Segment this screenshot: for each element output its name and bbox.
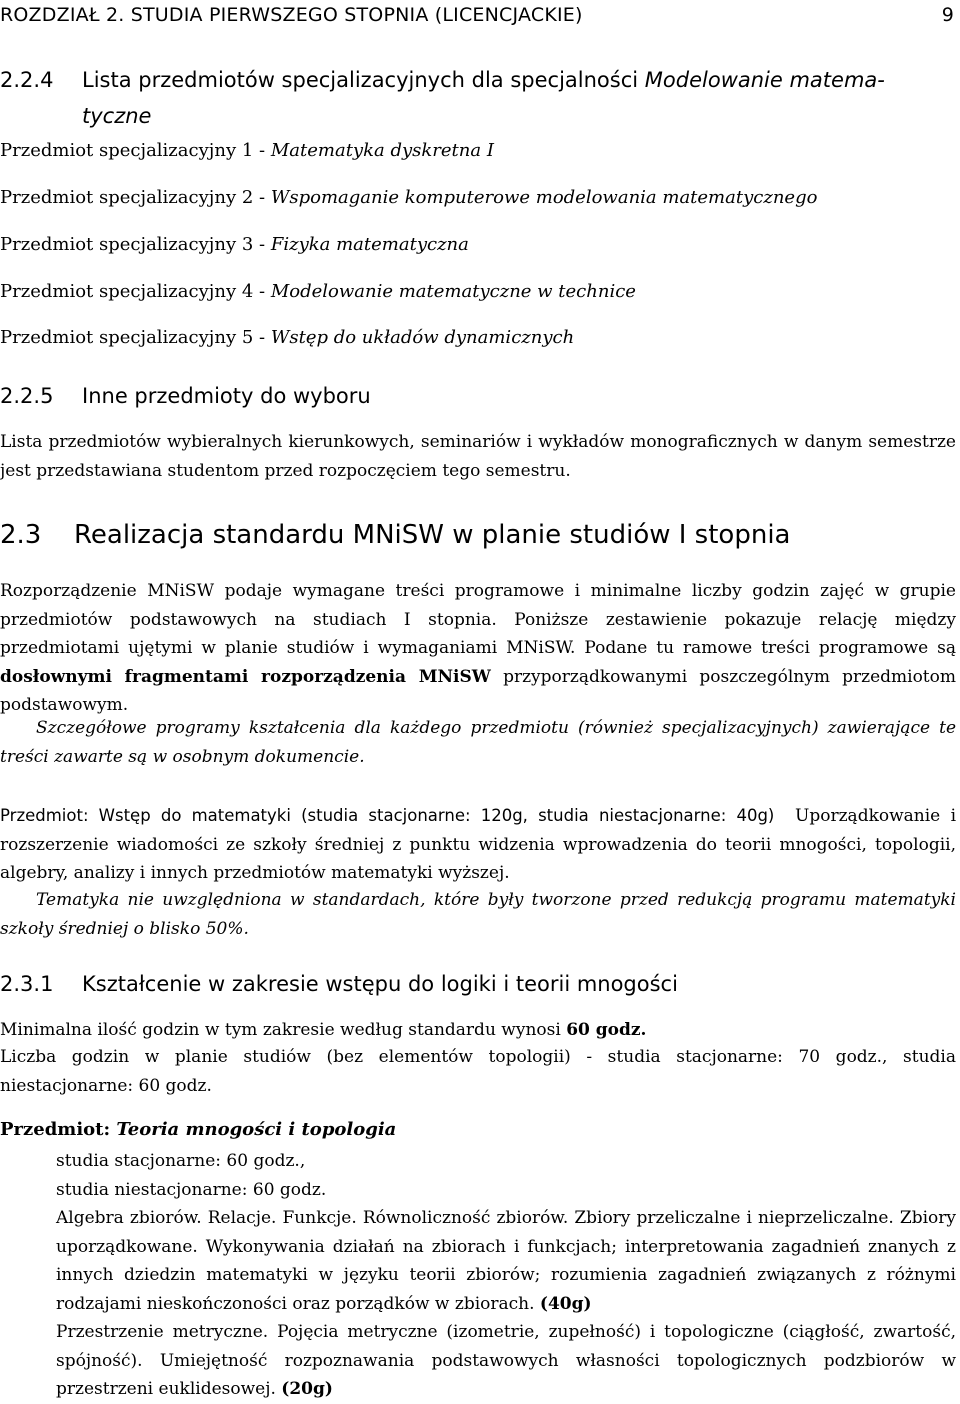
section-number: 2.3 <box>0 520 42 550</box>
spec-item-label: Przedmiot specjalizacyjny 4 - <box>0 281 266 302</box>
section-number: 2.2.5 <box>0 384 54 408</box>
section-title-italic-cont: tyczne <box>82 104 152 128</box>
section-title: Inne przedmioty do wyboru <box>82 384 371 408</box>
spec-item-name: Fizyka matematyczna <box>270 234 469 255</box>
section-title: Realizacja standardu MNiSW w planie studiów I stopnia <box>74 520 791 550</box>
spec-item-label: Przedmiot specjalizacyjny 1 - <box>0 140 266 161</box>
section-title: Lista przedmiotów specjalizacyjnych dla specjalności <box>82 68 639 92</box>
running-header <box>0 4 960 34</box>
subject-heading: Przedmiot: Teoria mnogości i topologia <box>0 1119 397 1140</box>
section-2-2-5-heading <box>0 384 371 408</box>
section-number: 2.2.4 <box>0 68 54 92</box>
content-topology: Przestrzenie metryczne. Pojęcia metryczne (izometrie, zupełność) i topologiczne (ciągłość, zwartość, spójność). Umiejętność rozpoznawania podstawowych własności topologicznych podzbiorów w przestrzeni euklidesowej. (20g) <box>56 1322 956 1399</box>
plan-hours-line: Liczba godzin w planie studiów (bez elementów topologii) - studia stacjonarne: 70 godz., studia niestacjonarne: 60 godz. <box>0 1047 956 1096</box>
subject-label: Przedmiot: Wstęp do matematyki (studia stacjonarne: 120g, studia niestacjonarne: 40g) <box>0 806 775 825</box>
spec-item-5 <box>0 327 574 348</box>
min-hours-line: Minimalna ilość godzin w tym zakresie według standardu wynosi 60 godz. <box>0 1020 647 1040</box>
content-hours: (20g) <box>281 1379 333 1399</box>
subject-name: Teoria mnogości i topologia <box>116 1119 397 1140</box>
spec-item-label: Przedmiot specjalizacyjny 5 - <box>0 327 266 348</box>
content-set-theory: Algebra zbiorów. Relacje. Funkcje. Równoliczność zbiorów. Zbiory przeliczalne i nieprzeliczalne. Zbiory uporządkowane. Wykonywania działań na zbiorach i funkcjach; interpretowania zagadnień znanych z innych dziedzin matematyki w języku teorii zbiorów; rozumienia zagadnień związanych z różnymi rodzajami nieskończoności oraz porządków w zbiorach. (40g) <box>56 1208 956 1314</box>
spec-item-3 <box>0 234 469 255</box>
section-2-3-heading <box>0 520 790 550</box>
section-2-3-paragraph: Rozporządzenie MNiSW podaje wymagane treści programowe i minimalne liczby godzin zajęć w grupie przedmiotów podstawowych na studiach I stopnia. Poniższe zestawienie pokazuje relację między przedmiotami ujętymi w planie studiów i wymaganiami MNiSW. Podane tu ramowe treści programowe są dosłownymi fragmentami rozporządzenia MNiSW przyporządkowanymi poszczególnym przedmiotom podstawowym. <box>0 581 956 715</box>
section-2-2-5-text: Lista przedmiotów wybieralnych kierunkowych, seminariów i wykładów monograficznych w danym semestrze jest przedstawiana studentom przed rozpoczęciem tego semestru. <box>0 432 956 481</box>
spec-item-label: Przedmiot specjalizacyjny 2 - <box>0 187 266 208</box>
section-title-italic: Modelowanie matema- <box>644 68 885 92</box>
spec-item-1 <box>0 140 494 161</box>
spec-item-name: Wspomaganie komputerowe modelowania matematycznego <box>270 187 818 208</box>
spec-item-label: Przedmiot specjalizacyjny 3 - <box>0 234 266 255</box>
spec-item-name: Modelowanie matematyczne w technice <box>270 281 636 302</box>
section-2-3-note: Szczegółowe programy kształcenia dla każdego przedmiotu (również specjalizacyjnych) zawierające te treści zawarte są w osobnym dokumencie. <box>0 718 956 767</box>
min-hours-value: 60 godz. <box>566 1020 647 1040</box>
bold-phrase: dosłownymi fragmentami rozporządzenia MNiSW <box>0 666 491 687</box>
hours-niestacjonarne: studia niestacjonarne: 60 godz. <box>56 1179 327 1200</box>
section-title: Kształcenie w zakresie wstępu do logiki i teorii mnogości <box>82 972 678 996</box>
subject-intro-math: Przedmiot: Wstęp do matematyki (studia stacjonarne: 120g, studia niestacjonarne: 40g) Uporządkowanie i rozszerzenie wiadomości ze szkoły średniej z punktu widzenia wprowadzenia do teorii mnogości, topologii, algebry, analizy i innych przedmiotów matematyki wyższej. <box>0 806 957 883</box>
spec-item-4 <box>0 281 636 302</box>
spec-item-name: Matematyka dyskretna I <box>270 140 494 161</box>
section-2-3-1-heading <box>0 972 678 996</box>
chapter-title: ROZDZIAŁ 2. STUDIA PIERWSZEGO STOPNIA (LICENCJACKIE) <box>0 4 583 26</box>
page-number: 9 <box>941 4 954 26</box>
hours-stacjonarne: studia stacjonarne: 60 godz., <box>56 1151 306 1171</box>
subject-intro-note: Tematyka nie uwzględniona w standardach, które były tworzone przed redukcją programu matematyki szkoły średniej o blisko 50%. <box>0 890 956 939</box>
spec-item-2 <box>0 187 817 208</box>
section-2-2-4-heading <box>0 62 960 134</box>
spec-item-name: Wstęp do układów dynamicznych <box>270 327 575 348</box>
subject-details <box>56 1147 956 1404</box>
section-number: 2.3.1 <box>0 972 54 996</box>
content-hours: (40g) <box>539 1293 592 1314</box>
